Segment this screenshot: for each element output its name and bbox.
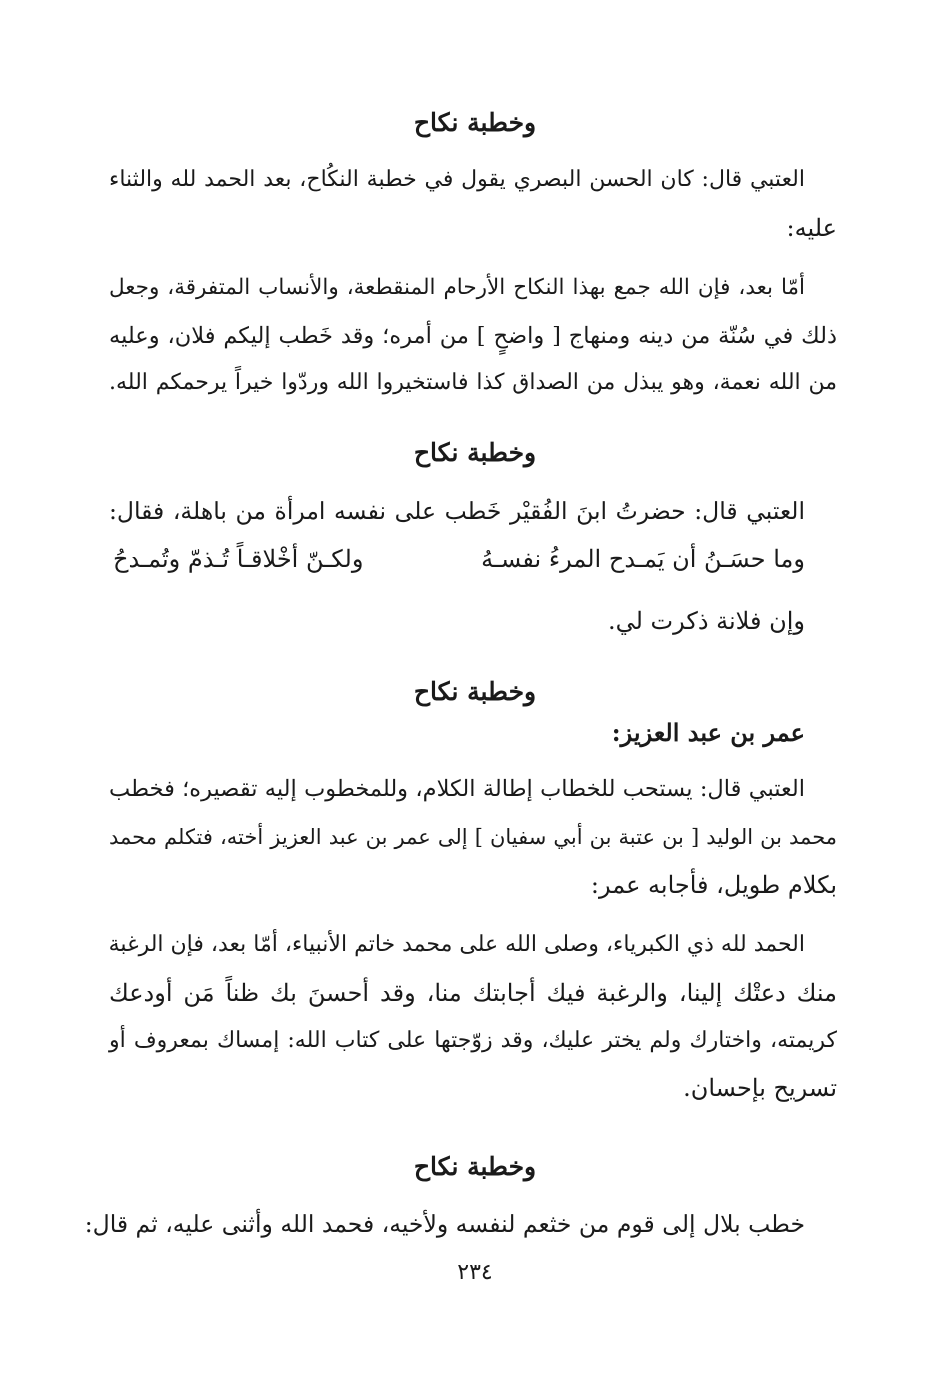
section-subheading: عمر بن عبد العزيز: [611,718,805,747]
verse-first-hemistich: وما حسَـنُ أن يَمـدح المرءُ نفسـهُ [481,545,805,573]
paragraph-line: كريمته، واختارك ولم يختر عليك، وقد زوّجتها على كتاب الله: إمساك بمعروف أو [109,1028,837,1053]
paragraph-line: خطب بلال إلى قوم من خثعم لنفسه ولأخيه، فحمد الله وأثنى عليه، ثم قال: [84,1210,805,1238]
paragraph-line: ذلك في سُنّة من دينه ومنهاج [ واضحٍ ] من أمره؛ وقد خَطب إليكم فلان، وعليه [109,323,837,349]
page-number: ٢٣٤ [457,1260,493,1285]
section-heading: وخطبة نكاح [413,108,537,137]
paragraph-line: العتبي قال: كان الحسن البصري يقول في خطبة النكُاح، بعد الحمد لله والثناء [109,167,805,192]
paragraph-line: العتبي قال: يستحب للخطاب إطالة الكلام، وللمخطوب إليه تقصيره؛ فخطب [109,776,805,802]
paragraph-line: بكلام طويل، فأجابه عمر: [590,871,837,899]
verse-second-hemistich: ولكـنّ أخْلاقـاً تُـذمّ وتُمـدحُ [113,545,364,573]
paragraph-line: العتبي قال: حضرتُ ابنَ الفُقيْر خَطب على نفسه امرأة من باهلة، فقال: [109,497,805,525]
paragraph-line: وإن فلانة ذكرت لي. [607,607,805,635]
section-heading: وخطبة نكاح [413,677,537,706]
paragraph-line: الحمد لله ذي الكبرياء، وصلى الله على محمد خاتم الأنبياء، أمّا بعد، فإن الرغبة [108,932,805,957]
section-heading: وخطبة نكاح [413,1152,537,1181]
paragraph-line: تسريح بإحسان. [683,1074,837,1102]
paragraph-line: من الله نعمة، وهو يبذل من الصداق كذا فاستخيروا الله وردّوا خيراً يرحمكم الله. [109,370,837,395]
paragraph-line: عليه: [786,214,837,242]
section-heading: وخطبة نكاح [413,438,537,467]
paragraph-line: محمد بن الوليد [ بن عتبة بن أبي سفيان ] إلى عمر بن عبد العزيز أخته، فتكلم محمد [109,825,837,849]
paragraph-line: أمّا بعد، فإن الله جمع بهذا النكاح الأرحام المنقطعة، والأنساب المتفرقة، وجعل [109,275,805,300]
paragraph-line: منك دعتْك إلينا، والرغبة فيك أجابتك منا، وقد أحسنَ بك ظناً مَن أودعك [109,979,837,1007]
